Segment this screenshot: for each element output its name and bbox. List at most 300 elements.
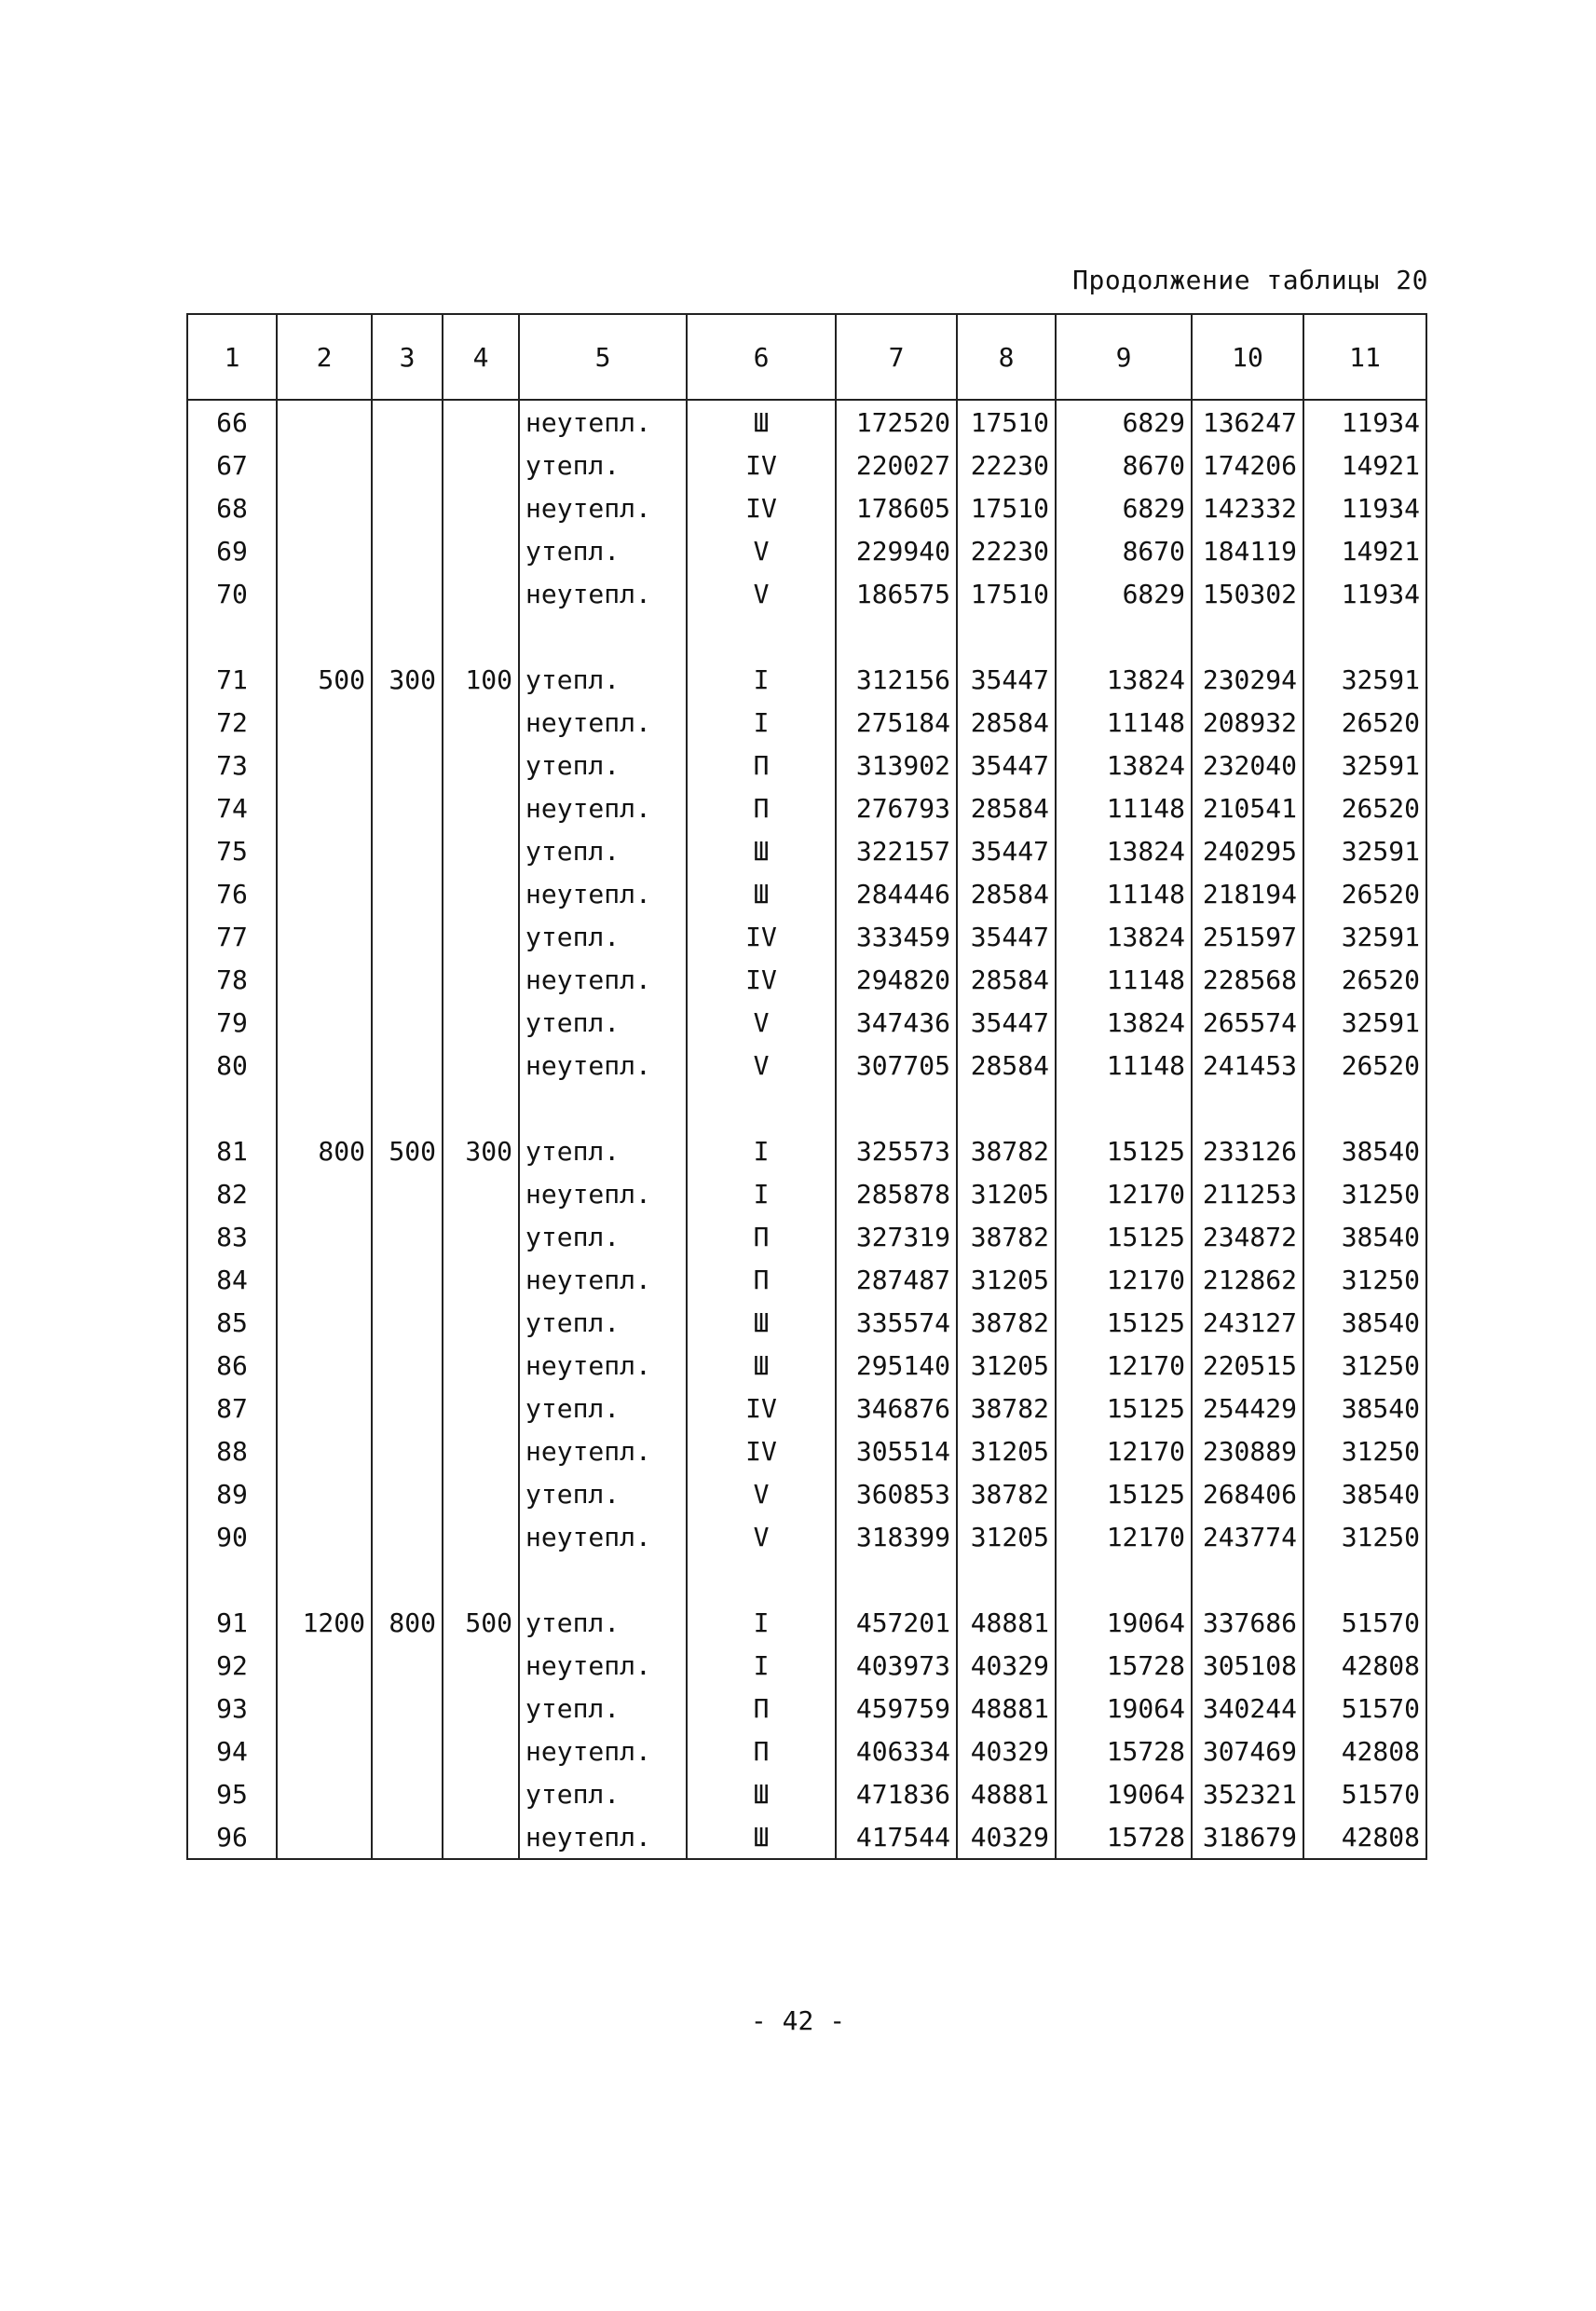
table-cell-col-8: 38782 [957, 1129, 1056, 1172]
table-cell-col-7: 335574 [836, 1301, 957, 1344]
table-cell-col-4 [443, 1301, 519, 1344]
table-cell-col-11: 38540 [1303, 1301, 1426, 1344]
table-cell-col-7 [836, 615, 957, 658]
table-cell-col-4: 300 [443, 1129, 519, 1172]
table-cell-col-1: 81 [187, 1129, 277, 1172]
table-cell-col-1 [187, 615, 277, 658]
table-cell-col-6: I [687, 1644, 836, 1687]
table-row [187, 529, 1426, 572]
table-cell-col-2 [277, 529, 372, 572]
table-cell-col-6: IV [687, 958, 836, 1001]
table-cell-col-4 [443, 444, 519, 486]
table-cell-col-4 [443, 1558, 519, 1601]
table-row [187, 572, 1426, 615]
table-cell-col-10: 210541 [1192, 786, 1303, 829]
table-cell-col-3 [372, 958, 443, 1001]
table-cell-col-1 [187, 1087, 277, 1129]
table-cell-col-11: 51570 [1303, 1687, 1426, 1730]
table-cell-col-4 [443, 958, 519, 1001]
table-cell-col-7: 318399 [836, 1515, 957, 1558]
table-cell-col-1: 85 [187, 1301, 277, 1344]
table-cell-col-3 [372, 1387, 443, 1429]
page-number: - 42 - [750, 2005, 846, 2036]
table-cell-col-9: 13824 [1056, 744, 1192, 786]
table-cell-col-6: Ш [687, 1344, 836, 1387]
table-cell-col-7: 305514 [836, 1429, 957, 1472]
table-cell-col-10: 243774 [1192, 1515, 1303, 1558]
table-cell-col-10: 228568 [1192, 958, 1303, 1001]
table-cell-col-1: 80 [187, 1044, 277, 1087]
table-cell-col-5: утепл. [519, 1387, 687, 1429]
table-cell-col-2: 500 [277, 658, 372, 701]
table-cell-col-3 [372, 1258, 443, 1301]
table-cell-col-2 [277, 1172, 372, 1215]
table-cell-col-2 [277, 1772, 372, 1815]
table-cell-col-3 [372, 1815, 443, 1859]
table-cell-col-9: 11148 [1056, 1044, 1192, 1087]
table-cell-col-11: 32591 [1303, 915, 1426, 958]
table-cell-col-7: 406334 [836, 1730, 957, 1772]
table-cell-col-3 [372, 1515, 443, 1558]
group-separator-row [187, 615, 1426, 658]
table-cell-col-9: 19064 [1056, 1601, 1192, 1644]
table-cell-col-5: неутепл. [519, 1258, 687, 1301]
table-cell-col-3 [372, 1344, 443, 1387]
table-cell-col-7: 313902 [836, 744, 957, 786]
table-cell-col-2 [277, 1558, 372, 1601]
table-cell-col-2 [277, 1644, 372, 1687]
table-cell-col-10: 251597 [1192, 915, 1303, 958]
table-cell-col-3 [372, 915, 443, 958]
table-cell-col-11: 32591 [1303, 658, 1426, 701]
table-cell-col-11: 51570 [1303, 1601, 1426, 1644]
table-cell-col-5: неутепл. [519, 1515, 687, 1558]
table-row [187, 1472, 1426, 1515]
table-cell-col-2 [277, 400, 372, 444]
table-cell-col-7: 333459 [836, 915, 957, 958]
table-cell-col-3 [372, 1772, 443, 1815]
table-cell-col-11: 42808 [1303, 1815, 1426, 1859]
table-cell-col-4 [443, 400, 519, 444]
table-row [187, 1429, 1426, 1472]
table-cell-col-4 [443, 1687, 519, 1730]
table-cell-col-4 [443, 1172, 519, 1215]
table-cell-col-1: 73 [187, 744, 277, 786]
table-cell-col-6: V [687, 1515, 836, 1558]
table-cell-col-5: утепл. [519, 1601, 687, 1644]
table-cell-col-8 [957, 1087, 1056, 1129]
table-cell-col-10: 305108 [1192, 1644, 1303, 1687]
table-cell-col-3 [372, 1730, 443, 1772]
table-cell-col-9: 15728 [1056, 1815, 1192, 1859]
table-cell-col-4 [443, 1087, 519, 1129]
table-cell-col-1: 74 [187, 786, 277, 829]
table-cell-col-9: 11148 [1056, 786, 1192, 829]
table-cell-col-11: 32591 [1303, 744, 1426, 786]
table-cell-col-11: 51570 [1303, 1772, 1426, 1815]
table-cell-col-3 [372, 486, 443, 529]
column-header-3: 3 [372, 314, 443, 400]
table-cell-col-8: 17510 [957, 400, 1056, 444]
table-cell-col-8: 22230 [957, 444, 1056, 486]
table-row [187, 486, 1426, 529]
table-cell-col-2 [277, 958, 372, 1001]
table-cell-col-7: 403973 [836, 1644, 957, 1687]
table-cell-col-10: 254429 [1192, 1387, 1303, 1429]
table-cell-col-5 [519, 615, 687, 658]
table-cell-col-1: 89 [187, 1472, 277, 1515]
table-cell-col-6: Ш [687, 1815, 836, 1859]
table-cell-col-5: утепл. [519, 529, 687, 572]
table-cell-col-10: 234872 [1192, 1215, 1303, 1258]
table-cell-col-10: 150302 [1192, 572, 1303, 615]
table-cell-col-11: 11934 [1303, 486, 1426, 529]
table-cell-col-2 [277, 1001, 372, 1044]
table-cell-col-2 [277, 615, 372, 658]
table-cell-col-6: П [687, 1730, 836, 1772]
table-cell-col-6 [687, 1087, 836, 1129]
table-cell-col-2 [277, 1215, 372, 1258]
table-cell-col-9: 8670 [1056, 529, 1192, 572]
table-cell-col-9 [1056, 615, 1192, 658]
table-cell-col-7: 327319 [836, 1215, 957, 1258]
table-cell-col-1: 72 [187, 701, 277, 744]
table-caption: Продолжение таблицы 20 [1072, 265, 1428, 295]
table-cell-col-9: 6829 [1056, 400, 1192, 444]
table-cell-col-11: 11934 [1303, 400, 1426, 444]
table-row [187, 400, 1426, 444]
table-cell-col-4: 500 [443, 1601, 519, 1644]
table-cell-col-6: П [687, 786, 836, 829]
table-cell-col-5: утепл. [519, 829, 687, 872]
table-cell-col-9 [1056, 1558, 1192, 1601]
table-cell-col-8: 31205 [957, 1515, 1056, 1558]
table-cell-col-3 [372, 1301, 443, 1344]
table-cell-col-2 [277, 1815, 372, 1859]
table-cell-col-1: 77 [187, 915, 277, 958]
table-cell-col-5: утепл. [519, 1687, 687, 1730]
table-cell-col-11: 31250 [1303, 1344, 1426, 1387]
table-cell-col-5: неутепл. [519, 486, 687, 529]
table-cell-col-10: 318679 [1192, 1815, 1303, 1859]
table-cell-col-6: П [687, 1215, 836, 1258]
table-cell-col-2 [277, 701, 372, 744]
table-cell-col-5: утепл. [519, 1472, 687, 1515]
table-row [187, 786, 1426, 829]
table-cell-col-3 [372, 1429, 443, 1472]
table-cell-col-5: неутепл. [519, 1644, 687, 1687]
table-cell-col-10: 142332 [1192, 486, 1303, 529]
table-cell-col-3 [372, 872, 443, 915]
data-table-container [186, 313, 1425, 1860]
table-cell-col-4 [443, 1258, 519, 1301]
table-cell-col-3 [372, 701, 443, 744]
table-cell-col-3 [372, 1687, 443, 1730]
table-cell-col-6: Ш [687, 1772, 836, 1815]
table-cell-col-6: V [687, 572, 836, 615]
table-cell-col-2 [277, 1344, 372, 1387]
table-cell-col-5: неутепл. [519, 400, 687, 444]
table-cell-col-1: 76 [187, 872, 277, 915]
table-body [187, 400, 1426, 1859]
table-cell-col-6: Ш [687, 872, 836, 915]
table-cell-col-6: IV [687, 486, 836, 529]
table-row [187, 444, 1426, 486]
table-cell-col-9: 15125 [1056, 1387, 1192, 1429]
table-cell-col-9: 12170 [1056, 1515, 1192, 1558]
table-cell-col-5: неутепл. [519, 1730, 687, 1772]
table-cell-col-5: утепл. [519, 658, 687, 701]
table-cell-col-6: I [687, 658, 836, 701]
table-cell-col-10: 340244 [1192, 1687, 1303, 1730]
column-header-6: 6 [687, 314, 836, 400]
table-cell-col-4 [443, 829, 519, 872]
table-cell-col-6: П [687, 1258, 836, 1301]
table-cell-col-4 [443, 744, 519, 786]
table-cell-col-6: П [687, 744, 836, 786]
table-cell-col-10: 136247 [1192, 400, 1303, 444]
table-cell-col-9: 11148 [1056, 872, 1192, 915]
table-cell-col-8: 31205 [957, 1172, 1056, 1215]
table-cell-col-7: 285878 [836, 1172, 957, 1215]
table-cell-col-11: 31250 [1303, 1515, 1426, 1558]
table-cell-col-4 [443, 1472, 519, 1515]
table-cell-col-3: 300 [372, 658, 443, 701]
table-cell-col-9: 13824 [1056, 915, 1192, 958]
table-cell-col-2 [277, 1687, 372, 1730]
table-cell-col-9: 19064 [1056, 1687, 1192, 1730]
table-cell-col-2 [277, 1429, 372, 1472]
table-cell-col-8: 48881 [957, 1687, 1056, 1730]
table-cell-col-5: утепл. [519, 915, 687, 958]
table-cell-col-8: 28584 [957, 958, 1056, 1001]
table-cell-col-9: 12170 [1056, 1344, 1192, 1387]
table-cell-col-1: 71 [187, 658, 277, 701]
table-cell-col-9: 11148 [1056, 701, 1192, 744]
table-cell-col-8: 35447 [957, 829, 1056, 872]
table-cell-col-2: 1200 [277, 1601, 372, 1644]
table-cell-col-9: 8670 [1056, 444, 1192, 486]
table-cell-col-7: 307705 [836, 1044, 957, 1087]
table-cell-col-10: 240295 [1192, 829, 1303, 872]
table-row [187, 872, 1426, 915]
table-cell-col-4 [443, 1387, 519, 1429]
table-cell-col-1: 91 [187, 1601, 277, 1644]
table-cell-col-8: 48881 [957, 1601, 1056, 1644]
table-row [187, 701, 1426, 744]
table-cell-col-8 [957, 615, 1056, 658]
table-cell-col-3 [372, 444, 443, 486]
table-cell-col-9: 12170 [1056, 1258, 1192, 1301]
table-cell-col-7: 322157 [836, 829, 957, 872]
table-cell-col-8: 38782 [957, 1301, 1056, 1344]
table-row [187, 1301, 1426, 1344]
table-cell-col-7: 417544 [836, 1815, 957, 1859]
table-row [187, 829, 1426, 872]
table-cell-col-11: 38540 [1303, 1472, 1426, 1515]
table-cell-col-8: 17510 [957, 486, 1056, 529]
column-header-2: 2 [277, 314, 372, 400]
table-cell-col-2 [277, 1301, 372, 1344]
table-cell-col-1 [187, 1558, 277, 1601]
table-cell-col-11: 31250 [1303, 1429, 1426, 1472]
table-cell-col-11: 26520 [1303, 701, 1426, 744]
table-cell-col-7: 172520 [836, 400, 957, 444]
table-cell-col-2 [277, 744, 372, 786]
table-cell-col-4 [443, 1730, 519, 1772]
table-cell-col-5: неутепл. [519, 1044, 687, 1087]
table-cell-col-11: 31250 [1303, 1258, 1426, 1301]
table-cell-col-1: 82 [187, 1172, 277, 1215]
table-cell-col-7: 346876 [836, 1387, 957, 1429]
table-cell-col-11: 32591 [1303, 1001, 1426, 1044]
table-cell-col-10: 218194 [1192, 872, 1303, 915]
table-cell-col-7: 295140 [836, 1344, 957, 1387]
table-cell-col-9: 6829 [1056, 572, 1192, 615]
table-cell-col-5: неутепл. [519, 572, 687, 615]
table-cell-col-3 [372, 1172, 443, 1215]
column-header-7: 7 [836, 314, 957, 400]
table-cell-col-11: 26520 [1303, 958, 1426, 1001]
table-cell-col-5: неутепл. [519, 872, 687, 915]
table-cell-col-1: 70 [187, 572, 277, 615]
table-cell-col-4 [443, 701, 519, 744]
table-cell-col-8: 48881 [957, 1772, 1056, 1815]
table-cell-col-4 [443, 1344, 519, 1387]
table-cell-col-4 [443, 1515, 519, 1558]
table-cell-col-2 [277, 1087, 372, 1129]
table-cell-col-9: 15125 [1056, 1215, 1192, 1258]
table-cell-col-3 [372, 744, 443, 786]
table-cell-col-8: 35447 [957, 915, 1056, 958]
table-cell-col-6: П [687, 1687, 836, 1730]
table-cell-col-11: 26520 [1303, 786, 1426, 829]
table-cell-col-11: 14921 [1303, 529, 1426, 572]
table-cell-col-10: 232040 [1192, 744, 1303, 786]
table-cell-col-1: 68 [187, 486, 277, 529]
table-cell-col-4 [443, 872, 519, 915]
column-header-1: 1 [187, 314, 277, 400]
table-row [187, 1644, 1426, 1687]
table-cell-col-11: 42808 [1303, 1730, 1426, 1772]
table-cell-col-10: 211253 [1192, 1172, 1303, 1215]
table-row [187, 1001, 1426, 1044]
table-row [187, 915, 1426, 958]
table-cell-col-5: неутепл. [519, 1815, 687, 1859]
table-cell-col-1: 69 [187, 529, 277, 572]
table-cell-col-7: 186575 [836, 572, 957, 615]
table-row [187, 1344, 1426, 1387]
table-cell-col-3 [372, 1558, 443, 1601]
table-cell-col-8: 17510 [957, 572, 1056, 615]
table-cell-col-1: 92 [187, 1644, 277, 1687]
table-cell-col-3 [372, 529, 443, 572]
table-cell-col-4: 100 [443, 658, 519, 701]
table-cell-col-7 [836, 1558, 957, 1601]
table-cell-col-1: 87 [187, 1387, 277, 1429]
table-cell-col-2 [277, 444, 372, 486]
table-cell-col-3 [372, 829, 443, 872]
table-cell-col-4 [443, 1215, 519, 1258]
table-cell-col-11: 26520 [1303, 872, 1426, 915]
table-cell-col-5: неутепл. [519, 1172, 687, 1215]
table-cell-col-8: 40329 [957, 1815, 1056, 1859]
table-cell-col-6: Ш [687, 400, 836, 444]
column-header-9: 9 [1056, 314, 1192, 400]
column-header-8: 8 [957, 314, 1056, 400]
table-cell-col-8: 38782 [957, 1472, 1056, 1515]
table-cell-col-9: 13824 [1056, 829, 1192, 872]
table-cell-col-2 [277, 1387, 372, 1429]
table-cell-col-10: 230889 [1192, 1429, 1303, 1472]
table-cell-col-9: 12170 [1056, 1429, 1192, 1472]
table-cell-col-9: 15728 [1056, 1644, 1192, 1687]
table-cell-col-9: 15728 [1056, 1730, 1192, 1772]
table-cell-col-4 [443, 786, 519, 829]
table-cell-col-8: 28584 [957, 786, 1056, 829]
table-cell-col-6: I [687, 1601, 836, 1644]
table-cell-col-8: 31205 [957, 1429, 1056, 1472]
table-cell-col-6: V [687, 1472, 836, 1515]
table-cell-col-11: 32591 [1303, 829, 1426, 872]
table-cell-col-7: 284446 [836, 872, 957, 915]
table-cell-col-5: утепл. [519, 1215, 687, 1258]
table-cell-col-3 [372, 786, 443, 829]
table-cell-col-2 [277, 786, 372, 829]
table-cell-col-10: 268406 [1192, 1472, 1303, 1515]
table-cell-col-8: 31205 [957, 1258, 1056, 1301]
table-cell-col-1: 78 [187, 958, 277, 1001]
table-cell-col-5: неутепл. [519, 1344, 687, 1387]
table-cell-col-1: 90 [187, 1515, 277, 1558]
table-cell-col-5: утепл. [519, 444, 687, 486]
table-cell-col-3 [372, 1087, 443, 1129]
table-cell-col-1: 79 [187, 1001, 277, 1044]
table-cell-col-6: I [687, 1129, 836, 1172]
table-cell-col-7: 287487 [836, 1258, 957, 1301]
table-row [187, 1172, 1426, 1215]
table-cell-col-1: 86 [187, 1344, 277, 1387]
table-header-row [187, 314, 1426, 400]
table-cell-col-2 [277, 872, 372, 915]
table-cell-col-7 [836, 1087, 957, 1129]
table-cell-col-6: IV [687, 444, 836, 486]
table-cell-col-11: 38540 [1303, 1387, 1426, 1429]
table-cell-col-4 [443, 486, 519, 529]
table-cell-col-1: 75 [187, 829, 277, 872]
table-cell-col-5: утепл. [519, 1301, 687, 1344]
table-cell-col-11: 38540 [1303, 1129, 1426, 1172]
table-cell-col-6: IV [687, 1387, 836, 1429]
table-cell-col-4 [443, 1644, 519, 1687]
table-cell-col-10: 212862 [1192, 1258, 1303, 1301]
table-cell-col-5: утепл. [519, 1772, 687, 1815]
table-cell-col-4 [443, 915, 519, 958]
table-cell-col-7: 360853 [836, 1472, 957, 1515]
table-cell-col-4 [443, 1429, 519, 1472]
table-cell-col-3 [372, 1472, 443, 1515]
table-cell-col-11: 31250 [1303, 1172, 1426, 1215]
table-cell-col-10: 243127 [1192, 1301, 1303, 1344]
table-cell-col-1: 96 [187, 1815, 277, 1859]
table-cell-col-1: 83 [187, 1215, 277, 1258]
table-cell-col-2 [277, 915, 372, 958]
table-cell-col-3 [372, 615, 443, 658]
table-row [187, 1044, 1426, 1087]
table-cell-col-1: 94 [187, 1730, 277, 1772]
table-cell-col-8: 28584 [957, 701, 1056, 744]
table-cell-col-9: 13824 [1056, 658, 1192, 701]
